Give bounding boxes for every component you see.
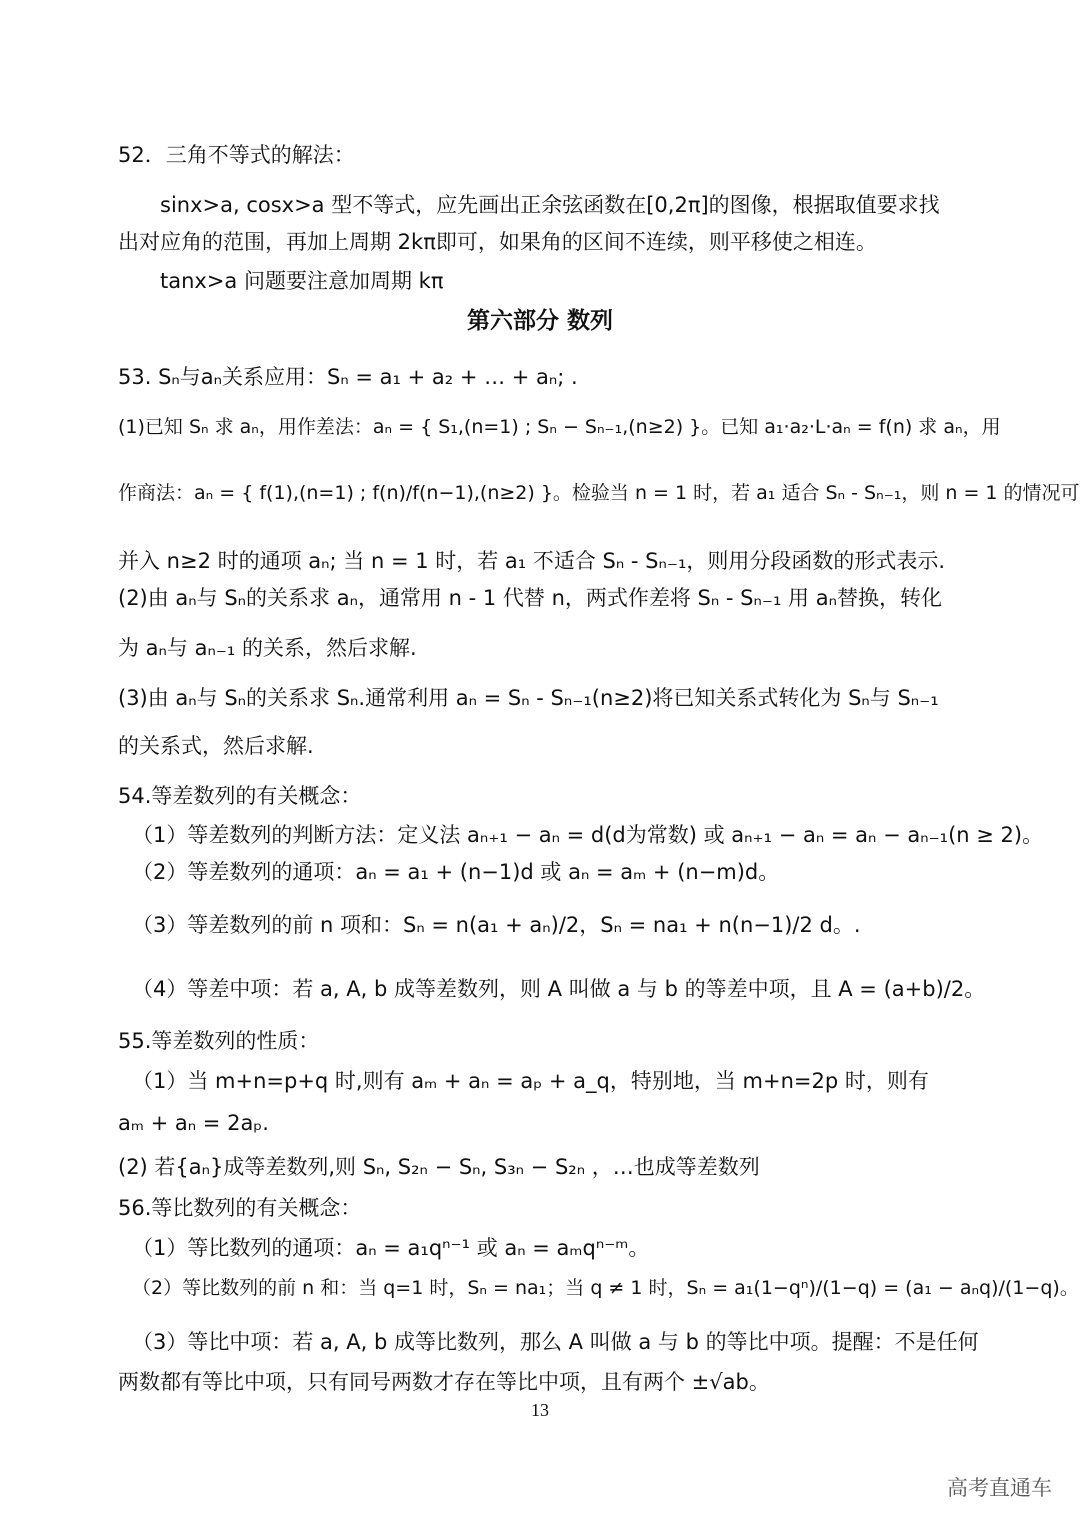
s53-line-7: 的关系式，然后求解. — [118, 734, 314, 758]
watermark: 高考直通车 — [947, 1476, 1052, 1500]
s56-item-2: （2）等比数列的前 n 和：当 q=1 时，Sₙ = na₁；当 q ≠ 1 时，Sₙ = a₁(1−qⁿ)/(1−q) = (a₁ − aₙq)/(1−q)。 — [132, 1277, 1079, 1299]
s54-item-4: （4）等差中项：若 a, A, b 成等差数列，则 A 叫做 a 与 b 的等差中项，且 A = (a+b)/2。 — [132, 977, 986, 1001]
s53-line-4: (2)由 aₙ与 Sₙ的关系求 aₙ，通常用 n - 1 代替 n，两式作差将 Sₙ - Sₙ₋₁ 用 aₙ替换，转化 — [118, 586, 942, 610]
s56-title: 56.等比数列的有关概念： — [118, 1196, 362, 1220]
s52-para-3: tanx>a 问题要注意加周期 kπ — [160, 269, 444, 293]
s55-item-2: (2) 若{aₙ}成等差数列,则 Sₙ, S₂ₙ − Sₙ, S₃ₙ − S₂ₙ ，…也成等差数列 — [118, 1155, 760, 1179]
s54-item-1: （1）等差数列的判断方法：定义法 aₙ₊₁ − aₙ = d(d为常数) 或 aₙ₊₁ − aₙ = aₙ − aₙ₋₁(n ≥ 2)。 — [132, 823, 1044, 847]
s53-line-5: 为 aₙ与 aₙ₋₁ 的关系，然后求解. — [118, 636, 417, 660]
s53-line-1: (1)已知 Sₙ 求 aₙ，用作差法：aₙ = { S₁,(n=1) ; Sₙ − Sₙ₋₁,(n≥2) }。已知 a₁·a₂·L·aₙ = f(n) 求 aₙ，用 — [118, 416, 1001, 438]
s54-item-3: （3）等差数列的前 n 项和：Sₙ = n(a₁ + aₙ)/2，Sₙ = na₁ + n(n−1)/2 d。. — [132, 913, 861, 937]
s55-title: 55.等差数列的性质： — [118, 1029, 320, 1053]
s56-item-3b: 两数都有等比中项，只有同号两数才存在等比中项，且有两个 ±√ab。 — [118, 1370, 770, 1394]
s53-line-2: 作商法：aₙ = { f(1),(n=1) ; f(n)/f(n−1),(n≥2) }。检验当 n = 1 时，若 a₁ 适合 Sₙ - Sₙ₋₁，则 n = 1 的情况可 — [118, 482, 1080, 504]
s52-para-2: 出对应角的范围，再加上周期 2kπ即可，如果角的区间不连续，则平移使之相连。 — [118, 230, 877, 254]
s55-item-1b: aₘ + aₙ = 2aₚ. — [118, 1111, 269, 1135]
s53-line-3: 并入 n≥2 时的通项 aₙ; 当 n = 1 时，若 a₁ 不适合 Sₙ - Sₙ₋₁，则用分段函数的形式表示. — [118, 549, 946, 573]
s53-line-6: (3)由 aₙ与 Sₙ的关系求 Sₙ.通常利用 aₙ = Sₙ - Sₙ₋₁(n≥2)将已知关系式转化为 Sₙ与 Sₙ₋₁ — [118, 686, 939, 710]
s52-title: 52．三角不等式的解法： — [118, 143, 355, 167]
s56-item-3: （3）等比中项：若 a, A, b 成等比数列，那么 A 叫做 a 与 b 的等比中项。提醒：不是任何 — [132, 1330, 979, 1354]
s55-item-1: （1）当 m+n=p+q 时,则有 aₘ + aₙ = aₚ + a_q，特别地，当 m+n=2p 时，则有 — [132, 1069, 929, 1093]
s54-title: 54.等差数列的有关概念： — [118, 784, 362, 808]
s52-para-1: sinx>a, cosx>a 型不等式，应先画出正余弦函数在[0,2π]的图像，根据取值要求找 — [160, 193, 940, 217]
page-number: 13 — [531, 1400, 549, 1420]
s56-item-1: （1）等比数列的通项：aₙ = a₁qⁿ⁻¹ 或 aₙ = aₘqⁿ⁻ᵐ。 — [132, 1236, 650, 1260]
s54-item-2: （2）等差数列的通项：aₙ = a₁ + (n−1)d 或 aₙ = aₘ + (n−m)d。 — [132, 860, 780, 884]
s53-heading: 53. Sₙ与aₙ关系应用：Sₙ = a₁ + a₂ + … + aₙ; . — [118, 365, 578, 389]
part6-title: 第六部分 数列 — [466, 308, 613, 334]
